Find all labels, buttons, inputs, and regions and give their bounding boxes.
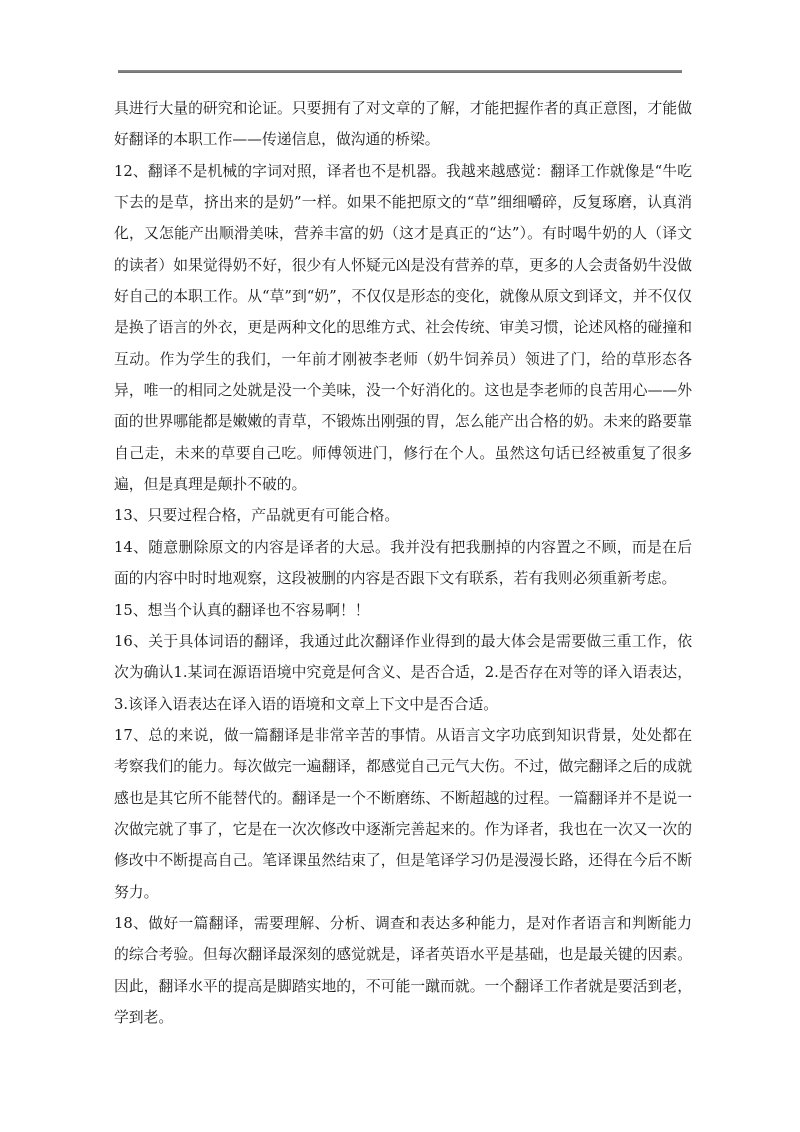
paragraph-item-13: 13、只要过程合格，产品就更有可能合格。 xyxy=(114,507,400,525)
paragraph-item-18: 18、做好一篇翻译，需要理解、分析、调查和表达多种能力，是对作者语言和判断能力的综合考验。但每次翻译最深刻的感觉就是，译者英语水平是基础，也是最关键的因素。因此，翻译水平的提高是脚踏实地的，不可能一蹴而就。一个翻译工作者就是要活到老，学到老。 xyxy=(114,914,692,1026)
paragraph-item-16: 16、关于具体词语的翻译，我通过此次翻译作业得到的最大体会是需要做三重工作，依次为确认1.某词在源语语境中究竟是何含义、是否合适，2.是否存在对等的译入语表达，3.该译入语表达在译入语的语境和文章上下文中是否合适。 xyxy=(114,632,692,713)
paragraph-item-15: 15、想当个认真的翻译也不容易啊！！ xyxy=(114,601,370,619)
paragraph-item-12: 12、翻译不是机械的字词对照，译者也不是机器。我越来越感觉：翻译工作就像是“牛吃下去的是草，挤出来的是奶”一样。如果不能把原文的“草”细细嚼碎，反复琢磨，认真消化，又怎能产出顺滑美味，营养丰富的奶（这才是真正的“达”）。有时喝牛奶的人（译文的读者）如果觉得奶不好，很少有人怀疑元凶是没有营养的草，更多的人会责备奶牛没做好自己的本职工作。从“草”到“奶”，不仅仅是形态的变化，就像从原文到译文，并不仅仅是换了语言的外衣，更是两种文化的思维方式、社会传统、审美习惯，论述风格的碰撞和互动。作为学生的我们，一年前才刚被李老师（奶牛饲养员）领进了门，给的草形态各异，唯一的相同之处就是没一个美味，没一个好消化的。这也是李老师的良苦用心——外面的世界哪能都是嫩嫩的青草，不锻炼出刚强的胃，怎么能产出合格的奶。未来的路要靠自己走，未来的草要自己吃。师傅领进门，修行在个人。虽然这句话已经被重复了很多遍，但是真理是颠扑不破的。 xyxy=(114,162,692,494)
paragraph-continuation: 具进行大量的研究和论证。只要拥有了对文章的了解，才能把握作者的真正意图，才能做好翻译的本职工作——传递信息，做沟通的桥梁。 xyxy=(114,100,692,149)
paragraph-item-14: 14、随意删除原文的内容是译者的大忌。我并没有把我删掉的内容置之不顾，而是在后面的内容中时时地观察，这段被删的内容是否跟下文有联系，若有我则必须重新考虑。 xyxy=(114,538,692,588)
paragraph-item-17: 17、总的来说，做一篇翻译是非常辛苦的事情。从语言文字功底到知识背景，处处都在考察我们的能力。每次做完一遍翻译，都感觉自己元气大伤。不过，做完翻译之后的成就感也是其它所不能替代的。翻译是一个不断磨练、不断超越的过程。一篇翻译并不是说一次做完就了事了，它是在一次次修改中逐渐完善起来的。作为译者，我也在一次又一次的修改中不断提高自己。笔译课虽然结束了，但是笔译学习仍是漫漫长路，还得在今后不断努力。 xyxy=(114,726,692,901)
document-body xyxy=(114,93,692,1033)
header-separator-rule xyxy=(118,70,682,73)
